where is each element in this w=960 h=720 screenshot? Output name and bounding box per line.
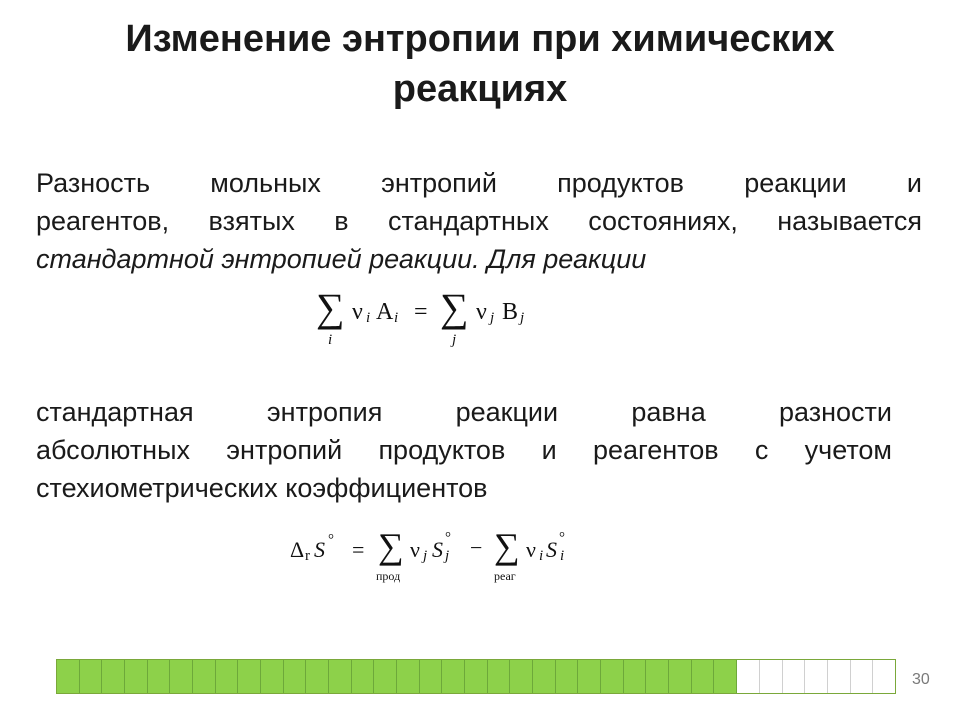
page-number: 30 (912, 671, 930, 688)
progress-cell-empty (873, 660, 895, 693)
entropy-formula (290, 522, 600, 592)
progress-cell-filled (556, 660, 579, 693)
paragraph-2-line-1: стандартная энтропия реакции равна разности (36, 397, 892, 427)
sum-reagents: ∑ (494, 526, 520, 566)
degree-products: ° (445, 530, 451, 546)
sum-index-right: j (452, 332, 457, 348)
progress-cell-filled (465, 660, 488, 693)
progress-cell-empty (828, 660, 851, 693)
nu-right: ν (476, 299, 487, 325)
nu-left: ν (352, 299, 363, 325)
slide-progress-bar (56, 659, 896, 694)
sum-products: ∑ (378, 526, 404, 566)
progress-cell-filled (420, 660, 443, 693)
progress-cell-filled (578, 660, 601, 693)
delta-sub: r (305, 548, 310, 564)
progress-cell-filled (601, 660, 624, 693)
entropy-s-products: S (432, 537, 443, 562)
progress-cell-filled (216, 660, 239, 693)
sum-symbol-left: ∑ (316, 285, 345, 330)
progress-cell-empty (851, 660, 874, 693)
s-reagents-sub: i (560, 548, 565, 564)
nu-right-sub: j (490, 310, 495, 326)
progress-cell-filled (193, 660, 216, 693)
progress-cell-empty (760, 660, 783, 693)
paragraph-definition (36, 164, 922, 278)
progress-cell-filled (102, 660, 125, 693)
entropy-s-reagents: S (546, 537, 557, 562)
progress-cell-filled (329, 660, 352, 693)
progress-cell-filled (533, 660, 556, 693)
title-line-1: Изменение энтропии при химических (125, 18, 835, 60)
minus-sign: − (470, 535, 483, 560)
progress-cell-filled (669, 660, 692, 693)
title-line-2: реакциях (392, 68, 568, 110)
paragraph-1-line-3: стандартной энтропией реакции. Для реакции (36, 244, 647, 274)
species-b: B (502, 299, 519, 325)
label-reagents: реаг (494, 569, 516, 583)
degree-lhs: ° (328, 532, 334, 548)
progress-cell-filled (170, 660, 193, 693)
progress-cell-filled (374, 660, 397, 693)
progress-cell-filled (646, 660, 669, 693)
nu-left-sub: i (366, 310, 371, 326)
progress-cell-filled (125, 660, 148, 693)
progress-cell-filled (57, 660, 80, 693)
degree-reagents: ° (559, 530, 565, 546)
progress-cell-filled (397, 660, 420, 693)
progress-cell-empty (737, 660, 760, 693)
progress-cell-filled (80, 660, 103, 693)
progress-cell-filled (624, 660, 647, 693)
progress-cell-empty (805, 660, 828, 693)
paragraph-2-line-2: абсолютных энтропий продуктов и реагентов с учетом (36, 435, 892, 465)
progress-cell-filled (148, 660, 171, 693)
delta-symbol: Δ (290, 537, 305, 562)
progress-cell-filled (692, 660, 715, 693)
nu-products-sub: j (423, 548, 428, 564)
equals-sign-2: = (352, 537, 365, 562)
paragraph-1-line-1: Разность мольных энтропий продуктов реакции и (36, 168, 922, 198)
progress-cell-filled (261, 660, 284, 693)
species-a: A (376, 299, 394, 325)
progress-cell-filled (510, 660, 533, 693)
species-b-sub: j (520, 310, 525, 326)
species-a-sub: i (394, 310, 399, 326)
nu-products: ν (410, 537, 420, 562)
progress-cell-filled (442, 660, 465, 693)
progress-cell-empty (783, 660, 806, 693)
progress-cell-filled (306, 660, 329, 693)
progress-cell-filled (238, 660, 261, 693)
progress-cell-filled (352, 660, 375, 693)
equals-sign: = (414, 299, 428, 325)
nu-reagents: ν (526, 537, 536, 562)
s-products-sub: j (445, 548, 450, 564)
label-products: прод (376, 569, 401, 583)
paragraph-2-line-3: стехиометрических коэффициентов (36, 473, 488, 503)
sum-index-left: i (328, 332, 333, 348)
paragraph-1-line-2: реагентов, взятых в стандартных состояниях, называется (36, 206, 922, 236)
progress-cell-filled (284, 660, 307, 693)
paragraph-standard-entropy (36, 393, 892, 507)
progress-cell-filled (714, 660, 737, 693)
entropy-s-lhs: S (314, 537, 325, 562)
progress-cell-filled (488, 660, 511, 693)
sum-symbol-right: ∑ (440, 285, 469, 330)
reaction-equation (316, 282, 556, 352)
nu-reagents-sub: i (539, 548, 544, 564)
slide-title (40, 14, 920, 114)
